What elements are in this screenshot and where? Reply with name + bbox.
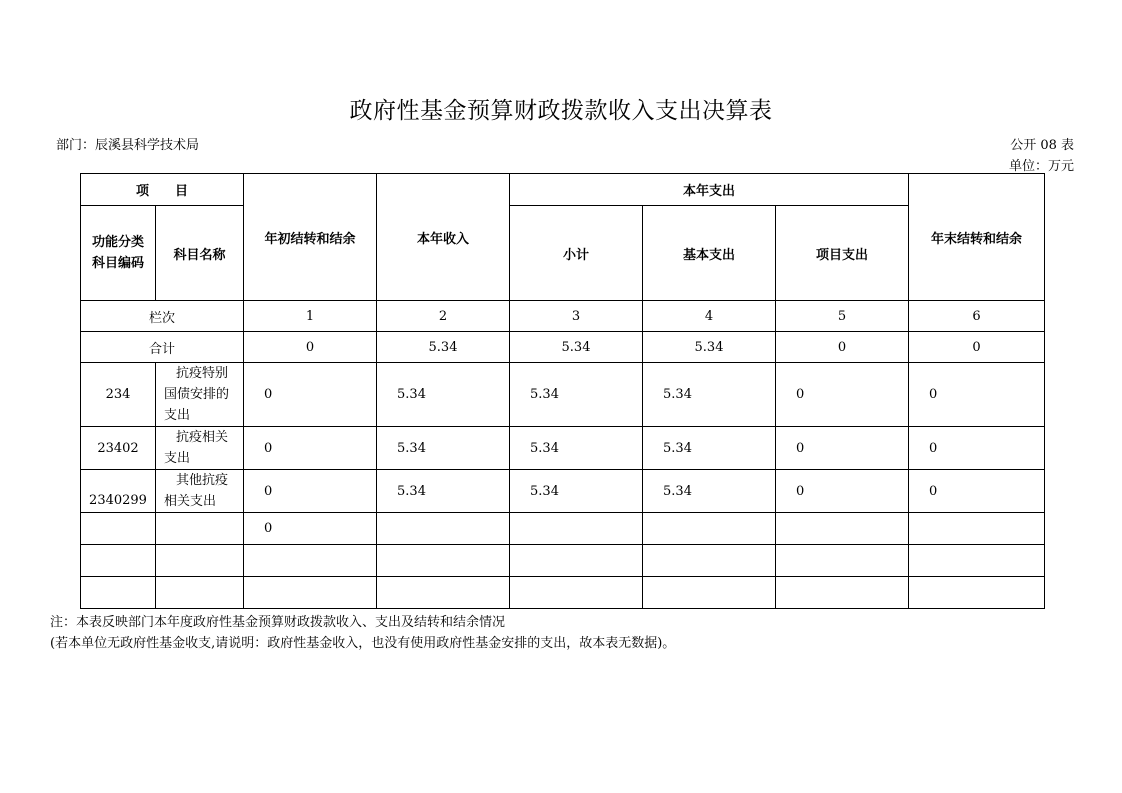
cell: 5.34 [643,427,776,470]
header-income: 本年收入 [377,174,510,301]
cell: 0 [909,363,1045,427]
cell: 3 [510,301,643,332]
cell [81,545,156,577]
cell: 0 [776,332,909,363]
cell: 2 [377,301,510,332]
cell: 5.34 [643,363,776,427]
cell [377,545,510,577]
row-total-label: 合计 [81,332,244,363]
cell: 0 [244,332,377,363]
settlement-table [80,173,1045,609]
cell: 0 [776,427,909,470]
cell: 0 [909,332,1045,363]
cell: 5.34 [643,470,776,513]
page-title: 政府性基金预算财政拨款收入支出决算表 [349,98,773,124]
cell [909,513,1045,545]
table-row [81,470,1045,513]
cell [643,513,776,545]
table-row-empty [81,545,1045,577]
cell: 5.34 [510,427,643,470]
cell [510,545,643,577]
cell: 0 [776,363,909,427]
cell: 0 [244,470,377,513]
cell: 5.34 [510,470,643,513]
header-project: 项 目 [81,174,244,206]
subject-name-line: 国债安排的 [164,387,230,402]
cell [776,577,909,609]
header-subtotal: 小计 [510,206,643,301]
header-basic: 基本支出 [643,206,776,301]
cell: 6 [909,301,1045,332]
subject-code: 234 [81,363,156,427]
cell [156,577,244,609]
form-code-label: 公开 08 表 [1010,138,1074,153]
header-project-expense: 项目支出 [776,206,909,301]
cell: 5.34 [377,363,510,427]
cell [156,545,244,577]
cell: 5 [776,301,909,332]
cell: 0 [244,513,377,545]
header-func-code [81,206,156,301]
cell: 5.34 [377,427,510,470]
cell [244,545,377,577]
row-col-label: 栏次 [81,301,244,332]
table-row-column-index [81,301,1045,332]
subject-name-line: 其他抗疫 [176,473,229,488]
table-row [81,363,1045,427]
header-expense: 本年支出 [510,174,909,206]
subject-name [156,427,244,470]
header-subject-name: 科目名称 [156,206,244,301]
cell: 5.34 [377,470,510,513]
cell [510,513,643,545]
subject-name-line: 抗疫特别 [176,366,229,381]
subject-code: 2340299 [81,470,156,513]
subject-code [81,513,156,545]
header-func-code-line2: 科目编码 [91,256,144,271]
subject-name-line: 支出 [164,408,191,423]
department-label: 部门：辰溪县科学技术局 [56,138,200,153]
cell: 0 [909,427,1045,470]
cell [909,545,1045,577]
table-row-empty [81,577,1045,609]
subject-name [156,513,244,545]
cell: 5.34 [510,363,643,427]
subject-name-line: 支出 [164,451,191,466]
cell: 5.34 [377,332,510,363]
table-row [81,427,1045,470]
cell [776,545,909,577]
cell: 5.34 [643,332,776,363]
cell [81,577,156,609]
subject-name-line: 相关支出 [164,494,217,509]
cell [643,545,776,577]
subject-name [156,470,244,513]
header-closing-balance: 年末结转和结余 [909,174,1045,301]
cell [377,513,510,545]
header-opening-balance: 年初结转和结余 [244,174,377,301]
cell: 4 [643,301,776,332]
subject-code: 23402 [81,427,156,470]
cell: 0 [244,427,377,470]
table-row [81,513,1045,545]
footnote: 注：本表反映部门本年度政府性基金预算财政拨款收入、支出及结转和结余情况 [50,615,506,630]
cell [244,577,377,609]
cell [377,577,510,609]
subject-name [156,363,244,427]
cell: 1 [244,301,377,332]
cell [776,513,909,545]
cell: 0 [909,470,1045,513]
subject-name-line: 抗疫相关 [176,430,229,445]
cell: 0 [776,470,909,513]
footnote-explanation: (若本单位无政府性基金收支,请说明：政府性基金收入，也没有使用政府性基金安排的支出，故本表无数据)。 [50,636,676,651]
cell: 5.34 [510,332,643,363]
cell [909,577,1045,609]
cell [510,577,643,609]
table-row-total [81,332,1045,363]
unit-label: 单位：万元 [1008,159,1074,174]
cell: 0 [244,363,377,427]
cell [643,577,776,609]
header-func-code-line1: 功能分类 [91,235,144,250]
